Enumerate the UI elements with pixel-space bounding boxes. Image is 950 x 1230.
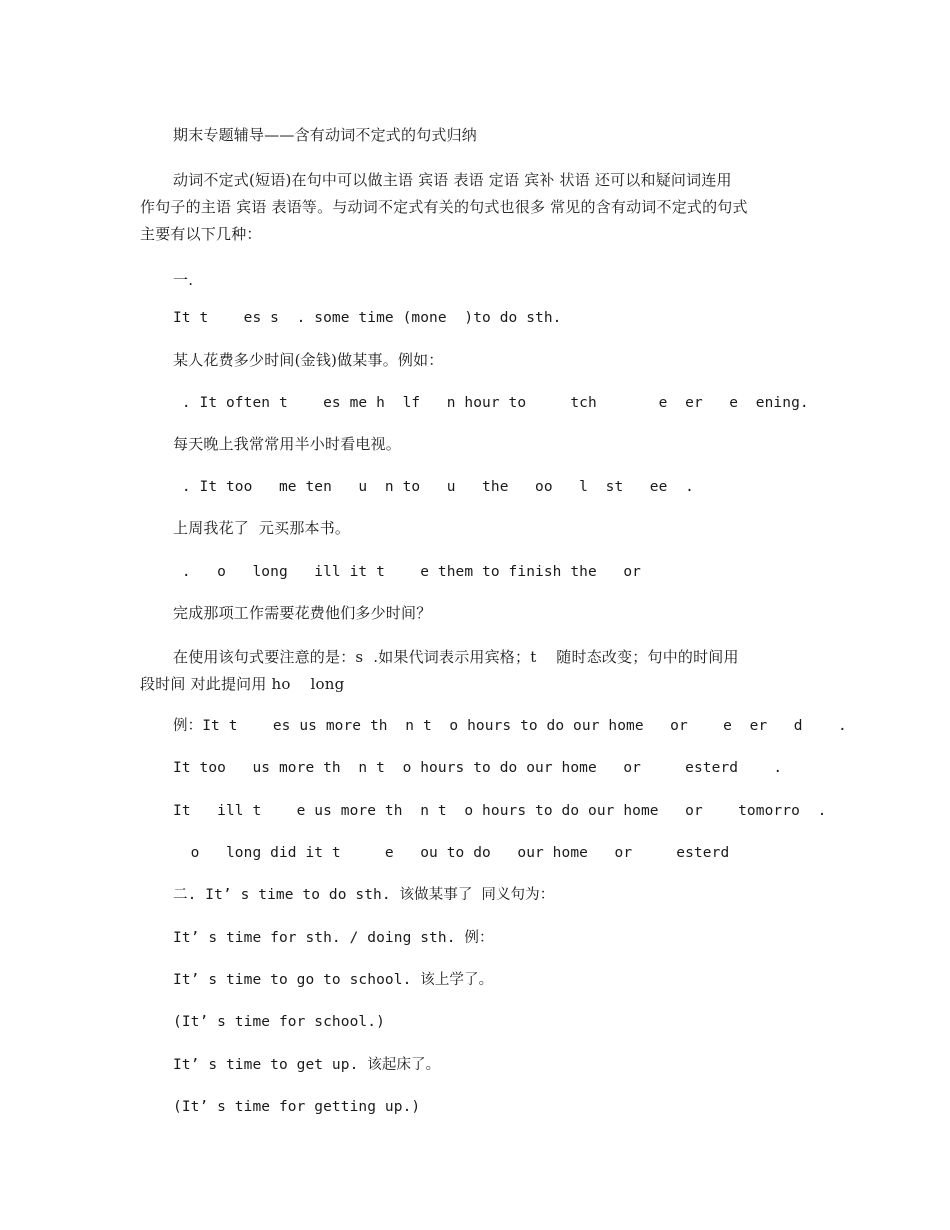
example-chinese: 上周我花了 元买那本书。 — [173, 519, 351, 537]
intro-line-1: 动词不定式(短语)在句中可以做主语 宾语 表语 定语 宾补 状语 还可以和疑问词连用 — [173, 171, 732, 189]
document-title: 期末专题辅导——含有动词不定式的句式归纳 — [173, 126, 478, 144]
usage-note-line-1: 在使用该句式要注意的是：s .如果代词表示用宾格；t 随时态改变；句中的时间用 — [173, 648, 739, 666]
usage-note-line-2: 段时间 对此提问用 ho long — [140, 675, 345, 693]
note-example: 例：It t es us more th n t o hours to do our home or e er d . — [173, 718, 847, 734]
section2-line: It’ s time to go to school. 该上学了。 — [173, 972, 494, 988]
section2-line: (It’ s time for school.) — [173, 1014, 385, 1030]
example-chinese: 每天晚上我常常用半小时看电视。 — [173, 435, 402, 453]
section-heading: 一. — [173, 271, 194, 289]
note-example: o long did it t e ou to do our home or esterd — [173, 845, 730, 861]
section2-line: (It’ s time for getting up.) — [173, 1099, 421, 1115]
pattern-sentence: It t es s . some time (mone )to do sth. — [173, 310, 562, 326]
example-chinese: 完成那项工作需要花费他们多少时间？ — [173, 604, 432, 622]
intro-line-3: 主要有以下几种： — [140, 225, 262, 243]
pattern-meaning: 某人花费多少时间(金钱)做某事。例如： — [173, 351, 444, 369]
section-heading: 二. It’ s time to do sth. 该做某事了 同义句为： — [173, 887, 555, 903]
note-example: It too us more th n t o hours to do our home or esterd . — [173, 760, 783, 776]
example-english: . It too me ten u n to u the oo l st ee . — [173, 479, 694, 495]
example-english: . It often t es me h lf n hour to tch e er e ening. — [173, 395, 809, 411]
section2-line: It’ s time to get up. 该起床了。 — [173, 1057, 441, 1073]
note-example: It ill t e us more th n t o hours to do our home or tomorro . — [173, 803, 827, 819]
section2-line: It’ s time for sth. / doing sth. 例： — [173, 930, 494, 946]
intro-line-2: 作句子的主语 宾语 表语等。与动词不定式有关的句式也很多 常见的含有动词不定式的句式 — [140, 198, 748, 216]
example-english: . o long ill it t e them to finish the or — [173, 564, 641, 580]
